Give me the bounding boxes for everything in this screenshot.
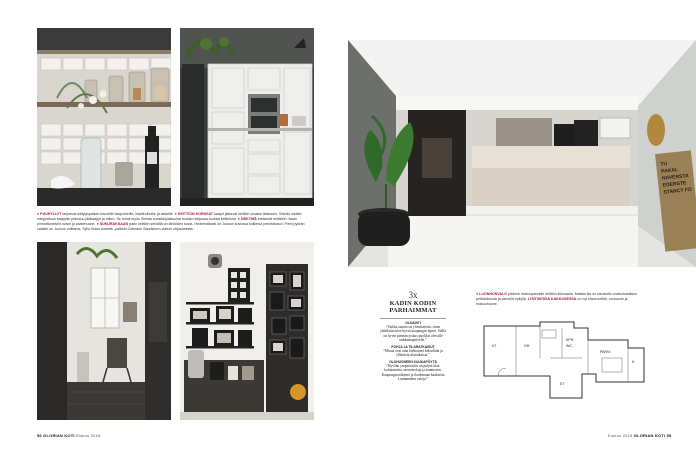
issue-date: Elokuu 2018 <box>608 433 633 438</box>
magazine-name: GLORIAN KOTI <box>633 433 666 438</box>
room-label: KPH <box>566 338 574 342</box>
sign-line: NAVERSTA <box>661 172 689 182</box>
caption-lead: KEITTIÖN KORKEAT <box>177 212 214 216</box>
caption-lead: LUONNONVALO <box>479 292 508 296</box>
caption-bullet: ● <box>96 222 99 226</box>
issue-date: Elokuu 2018 <box>76 433 101 438</box>
sidebar-heading: OLOHUONEEN KUUKAPÖYTÄ <box>389 359 437 364</box>
magazine-name: GLORIAN KOTI <box>43 433 75 438</box>
caption-kitchen <box>37 212 315 232</box>
caption-text: eteisestä keittiöön. Ikean pinnoittuneisiin ovisin ja vaatehuone. <box>37 217 298 226</box>
sidebar-number: 3x <box>408 290 418 300</box>
page-number: 56 <box>37 433 42 438</box>
sidebar-heading: OLKAINTI <box>405 320 421 325</box>
sidebar-section <box>380 345 446 358</box>
photo-sleeping-loft <box>348 40 696 267</box>
caption-bullet: ● <box>174 212 177 216</box>
caption-text: pääsee makuuparvelle keittiön ikkunasta. Matala tila on sisustettu maksimaalisen pelkistämistä ja pienellä hyllyllä. <box>476 292 638 301</box>
photo-kitchen-shelves <box>37 28 171 206</box>
photo-hallway <box>37 242 171 420</box>
sidebar-section <box>380 360 446 382</box>
caption-text: tarjoavat säilytyspaikan kauniille lasipurkeille, leipäkulhoille ja astioille. <box>62 212 174 216</box>
caption-bullet: ● <box>237 217 240 221</box>
sidebar-divider <box>380 318 446 319</box>
room-label: ET <box>560 382 565 386</box>
sidebar-heading: POHJA JA TILARATKAISUT <box>391 344 435 349</box>
caption-bullet: ● <box>37 212 40 216</box>
caption-text: parin keittiön seinällä on lähiöiden kuvia. Hedelmäkasti on Juuson suvussa kulkenut perintökasvi. Pieni pyörän vaiakin on Juuson voittama. Sylvi Video Awards -palkinto Daruden Sandstorm-videon ohjauksesta. <box>37 222 305 231</box>
sidebar-section <box>380 321 446 343</box>
photo-photo-wall <box>180 242 314 420</box>
caption-lead: PUUHYLLYT <box>40 212 62 216</box>
sign-line: TU <box>660 161 668 168</box>
caption-bullet: ● <box>476 292 479 296</box>
room-label: OH <box>524 344 530 348</box>
caption-lead: NÄKYMÄ <box>240 217 257 221</box>
sign-line: EDERSTE <box>662 180 687 189</box>
photo-kitchen-cabinets <box>180 28 314 206</box>
caption-highlight: LYNTISESSÄ KAKKOSESSA <box>527 297 577 301</box>
room-label: KT <box>492 344 497 348</box>
caption-text: on nyt tilava keittiö, olohuone ja makuuhuone. <box>476 297 628 306</box>
room-label: PARVI <box>600 350 611 354</box>
sidebar-title: KADIN KODIN PARHAIMMAT <box>389 300 437 315</box>
sidebar-quote: “Hyvään ympäristöön on paljon tilaa kohtaamisia, neuvotteluja ja asumiseen. Kaupungin näkymä ja ihailemaan kaukaisia Linnanmäen valoja.” <box>381 363 445 382</box>
room-label: WC <box>566 344 572 348</box>
sign-line: STANCY FO <box>663 186 693 196</box>
folio-left <box>37 433 100 438</box>
vintage-sign <box>660 158 696 196</box>
caption-text: kaapit jatkavat keittiön omaksi tilakseen. Seinän sisään integroituun kaappiin piiloutuu jääkaappi ja mikro. Se toimii myös Stellan suosikkipaikkoina muiden ketjussa ruokaa keittiössä. <box>37 212 302 221</box>
page-number: 59 <box>666 433 672 438</box>
caption-lead: SUKURAKKAAN <box>99 222 129 226</box>
sidebar-favorites <box>380 290 446 382</box>
sidebar-quote: “Minua ovat aina kiehtoneet kekseliäät ja yllättävät tilaratkaisut.” <box>383 348 443 358</box>
folio-right <box>608 433 671 438</box>
sign-line: PAKAL <box>660 167 679 175</box>
floor-plan <box>478 318 648 404</box>
sidebar-quote: “Vaikka asunto on ylimitoitettu, sinne yhdeksän tulee hyvin kaupungin lapset. Siellä on hyvin pimeän joskus puoliksi olevalle nukkumaparvelle.” <box>380 324 446 343</box>
caption-loft <box>476 292 646 307</box>
room-label: K <box>632 360 635 364</box>
